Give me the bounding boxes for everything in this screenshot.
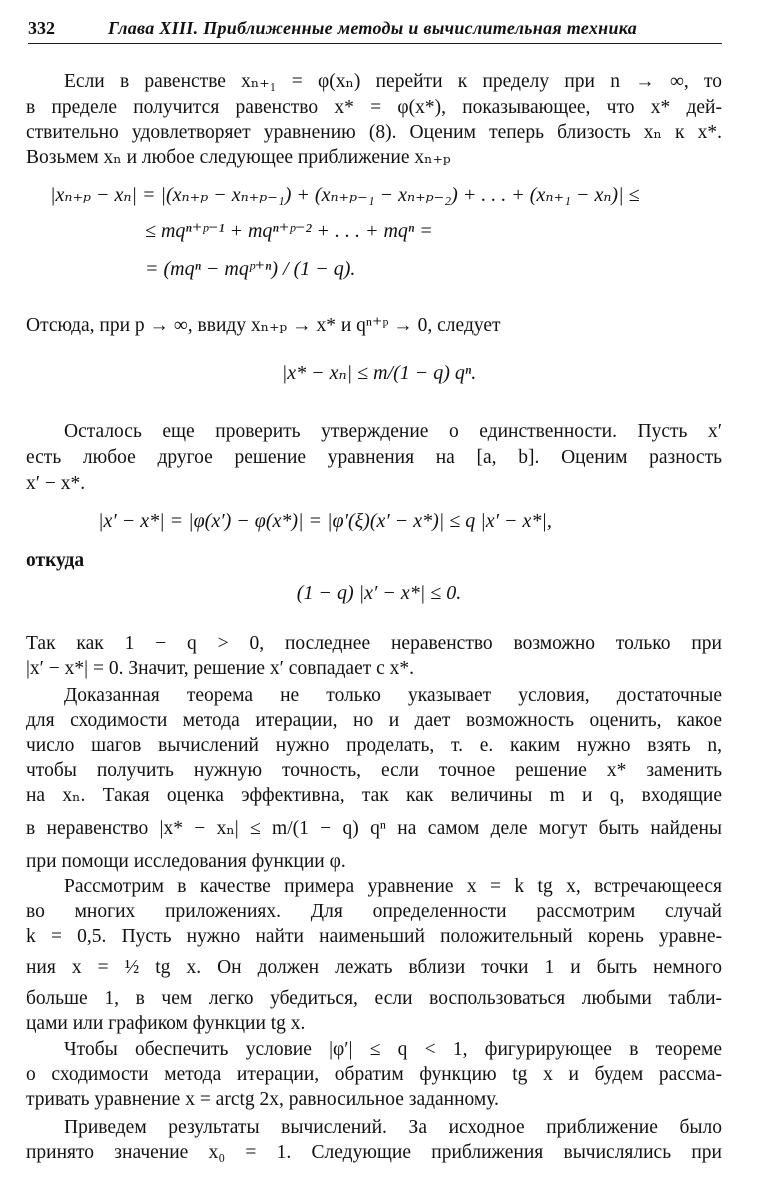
formula-sum-estimate: |xₙ₊ₚ − xₙ| = |(xₙ₊ₚ − xₙ₊ₚ₋₁) + (xₙ₊ₚ₋₁ − xₙ₊ₚ₋₂) + . . . + (xₙ₊₁ − xₙ)| ≤ xyxy=(50,184,640,206)
formula-error-bound: |x* − xₙ| ≤ m/(1 − q) qⁿ. xyxy=(281,362,477,384)
text-line: ствительно удовлетворяет уравнению (8). Оценим теперь близость xₙ к x*. xyxy=(26,122,722,143)
text-line: чтобы получить нужную точность, если точное решение x* заменить xyxy=(26,760,722,781)
text-line: Осталось еще проверить утверждение о единственности. Пусть x′ xyxy=(64,421,722,442)
text-line: тривать уравнение x = arctg 2x, равносильное заданному. xyxy=(26,1089,499,1110)
text-line: для сходимости метода итерации, но и дает возможность оценить, какое xyxy=(26,710,722,731)
text-line: в пределе получится равенство x* = φ(x*), показывающее, что x* дей- xyxy=(26,97,722,118)
text-line: о сходимости метода итерации, обратим функцию tg x и будем рассма- xyxy=(26,1064,722,1085)
text-line: Приведем результаты вычислений. За исходное приближение было xyxy=(64,1117,722,1138)
text-line: в неравенство |x* − xₙ| ≤ m/(1 − q) qⁿ на самом деле могут быть найдены xyxy=(26,818,722,839)
text-line: Рассмотрим в качестве примера уравнение x = k tg x, встречающееся xyxy=(64,876,722,897)
text-line: число шагов вычислений нужно проделать, т. е. каким нужно взять n, xyxy=(26,735,722,756)
text-line: откуда xyxy=(26,550,85,571)
text-line: принято значение x₀ = 1. Следующие приближения вычислялись при xyxy=(26,1142,722,1163)
text-line: Отсюда, при p → ∞, ввиду xₙ₊ₚ → x* и qⁿ⁺ᵖ → 0, следует xyxy=(26,315,501,336)
text-line: Если в равенстве xₙ₊₁ = φ(xₙ) перейти к пределу при n → ∞, то xyxy=(64,71,722,92)
text-line: k = 0,5. Пусть нужно найти наименьший положительный корень уравне- xyxy=(26,926,722,947)
formula-inequality: (1 − q) |x′ − x*| ≤ 0. xyxy=(296,582,462,604)
formula-uniqueness: |x′ − x*| = |φ(x′) − φ(x*)| = |φ′(ξ)(x′ − x*)| ≤ q |x′ − x*|, xyxy=(98,510,552,532)
chapter-title: Глава XIII. Приближенные методы и вычислительная техника xyxy=(108,18,638,38)
text-line: ния x = ½ tg x. Он должен лежать вблизи точки 1 и быть немного xyxy=(26,957,722,978)
page-number: 332 xyxy=(28,18,55,38)
text-line: на xₙ. Такая оценка эффективна, так как величины m и q, входящие xyxy=(26,785,722,806)
text-line: во многих приложениях. Для определенности рассмотрим случай xyxy=(26,901,722,922)
text-line: Так как 1 − q > 0, последнее неравенство возможно только при xyxy=(26,633,722,654)
text-line: больше 1, в чем легко убедиться, если воспользоваться любыми табли- xyxy=(26,988,722,1009)
text-line: Чтобы обеспечить условие |φ′| ≤ q < 1, фигурирующее в теореме xyxy=(64,1039,722,1060)
text-line: Возьмем xₙ и любое следующее приближение xₙ₊ₚ xyxy=(26,147,451,168)
text-line: есть любое другое решение уравнения на [a, b]. Оценим разность xyxy=(26,447,722,468)
formula-geometric-sum: ≤ mqⁿ⁺ᵖ⁻¹ + mqⁿ⁺ᵖ⁻² + . . . + mqⁿ = xyxy=(145,220,433,242)
page-header xyxy=(28,8,728,44)
text-line: цами или графиком функции tg x. xyxy=(26,1013,306,1034)
text-line: при помощи исследования функции φ. xyxy=(26,851,346,872)
text-line: |x′ − x*| = 0. Значит, решение x′ совпадает с x*. xyxy=(26,658,415,679)
header-rule xyxy=(28,43,722,44)
text-line: Доказанная теорема не только указывает условия, достаточные xyxy=(64,685,722,706)
formula-closed-form: = (mqⁿ − mqᵖ⁺ⁿ) / (1 − q). xyxy=(145,258,356,280)
text-line: x′ − x*. xyxy=(26,473,86,494)
